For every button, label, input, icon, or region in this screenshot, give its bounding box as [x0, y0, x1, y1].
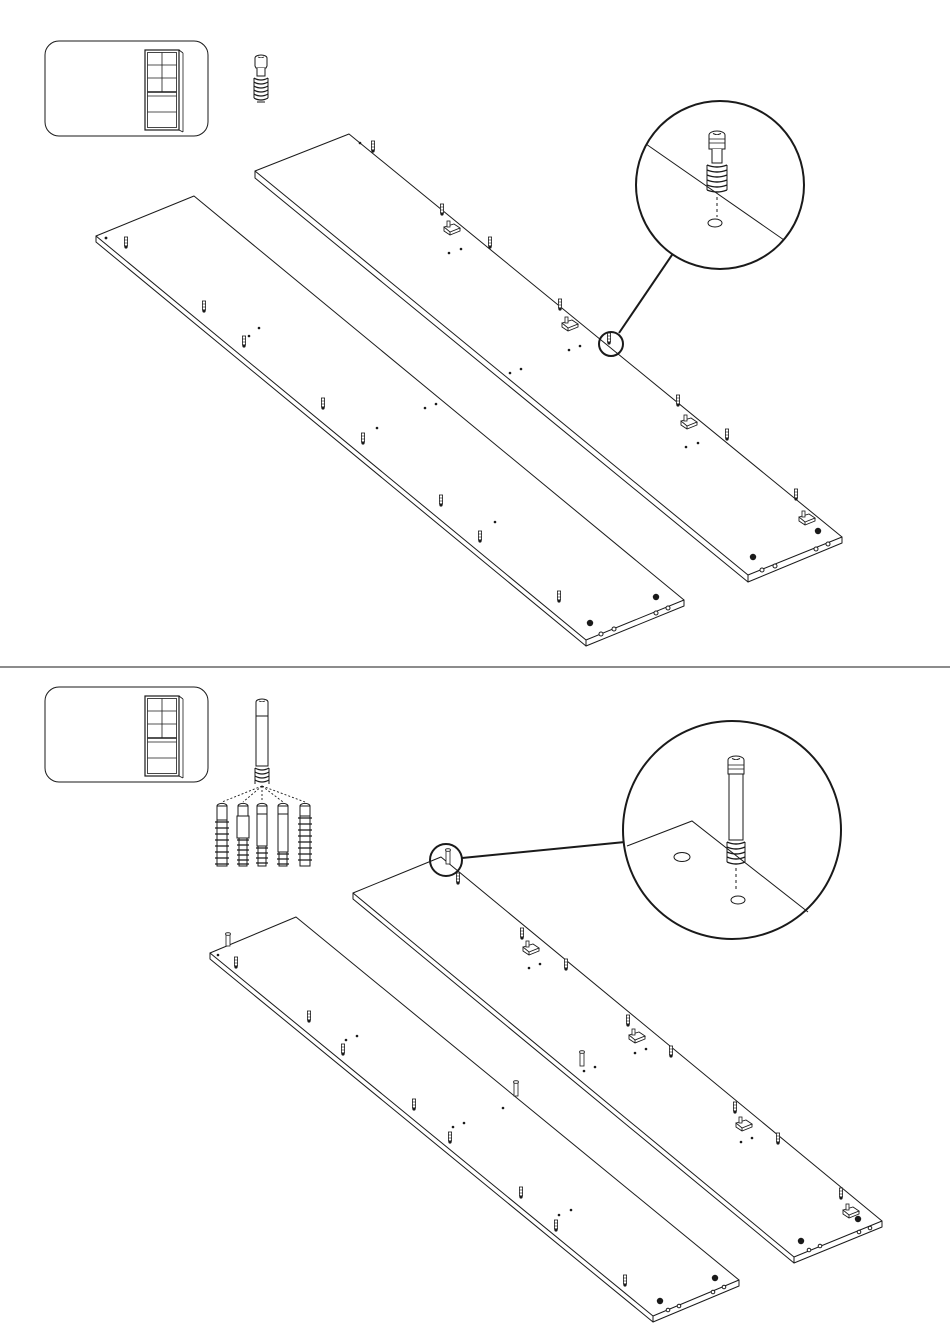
panel-bolts — [226, 933, 519, 1096]
cam-bolt-variant — [298, 803, 312, 866]
magnified-dowel-insert-icon — [599, 101, 804, 356]
side-panel-left — [96, 196, 684, 646]
panel-holes — [105, 237, 670, 636]
panel-holes — [528, 963, 872, 1252]
cam-bolt-variant — [256, 803, 268, 866]
step-1 — [45, 41, 842, 646]
panel-small-pegs — [234, 957, 626, 1287]
step-2 — [45, 687, 882, 1322]
panel-dowels — [124, 237, 560, 603]
cam-bolt-variant — [277, 803, 289, 866]
panel-holes — [217, 954, 726, 1312]
cam-bolt-variant — [237, 803, 249, 866]
step-2-thumbnail — [45, 687, 208, 782]
step-1-thumbnail — [45, 41, 208, 136]
magnified-cam-bolt-insert-icon — [430, 721, 841, 939]
shelf-support-clips — [523, 941, 859, 1218]
bookcase-icon — [145, 50, 183, 132]
cam-bolt-variants-icon — [215, 699, 312, 866]
panel-bolts — [446, 849, 585, 1066]
shelf-support-clips — [444, 221, 815, 525]
side-panel-left — [210, 917, 739, 1322]
bookcase-icon — [145, 696, 183, 778]
cam-bolt-variant — [215, 803, 229, 866]
dowel-cam-bolt-icon — [254, 55, 268, 102]
